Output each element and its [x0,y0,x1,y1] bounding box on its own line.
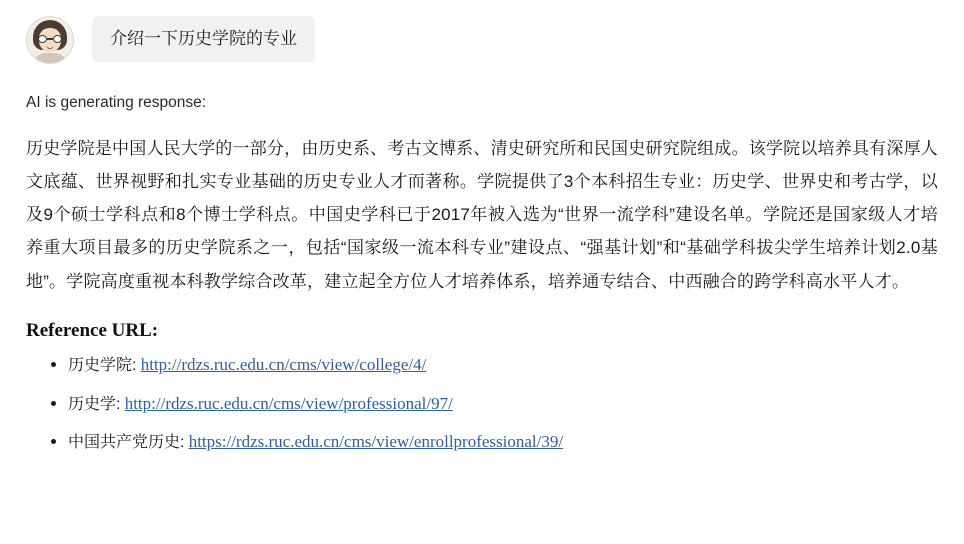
generating-status-text: AI is generating response: [26,94,207,111]
reference-link[interactable]: https://rdzs.ruc.edu.cn/cms/view/enrollprofessional/39/ [188,432,564,452]
user-message-bubble: 介绍一下历史学院的专业 [92,16,315,62]
reference-url-heading: Reference URL: [26,319,159,341]
avatar-body [32,53,68,64]
reference-link[interactable]: http://rdzs.ruc.edu.cn/cms/view/college/4/ [140,354,427,374]
reference-label: 中国共产党历史: [68,434,185,452]
reference-label: 历史学院: [68,356,137,374]
assistant-answer-text: 历史学院是中国人民大学的一部分，由历史系、考古文博系、清史研究所和民国史研究院组成。该学院以培养具有深厚人文底蕴、世界视野和扎实专业基础的历史专业人才而著称。学院提供了3个本科招生专业：历史学、世界史和考古学，以及9个硕士学科点和8个博士学科点。中国史学科已于2017年被入选为“世界一流学科”建设名单。学院还是国家级人才培养重大项目最多的历史学院系之一，包括“国家级一流本科专业”建设点、“强基计划”和“基础学科拔尖学生培养计划2.0基地”。学院高度重视本科教学综合改革，建立起全方位人才培养体系，培养通专结合、中西融合的跨学科高水平人才。 [26,139,938,291]
reference-list [26,356,938,452]
list-item [68,433,938,452]
reference-label: 历史学: [68,395,121,413]
user-avatar-icon [26,16,74,64]
avatar-glasses [38,35,62,43]
list-item [68,395,938,414]
user-message-row [26,16,938,64]
reference-link[interactable]: http://rdzs.ruc.edu.cn/cms/view/professional/97/ [124,393,453,413]
list-item [68,356,938,375]
